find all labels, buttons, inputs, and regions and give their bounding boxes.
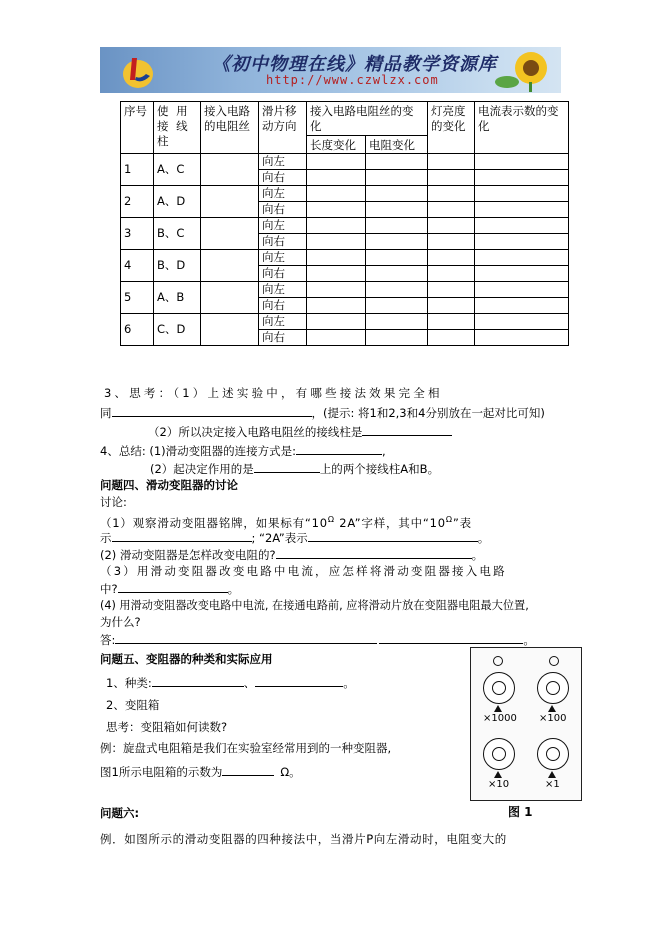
row-index: 3 bbox=[121, 218, 154, 250]
row-dir-right: 向右 bbox=[259, 202, 307, 218]
figure-caption: 图 1 bbox=[508, 805, 533, 819]
pointer-icon bbox=[494, 705, 502, 712]
section6-title: 问题六: bbox=[100, 806, 140, 820]
header-banner bbox=[100, 47, 561, 93]
s4-p3-line2: 中? 。 bbox=[100, 582, 240, 596]
cell-blank bbox=[201, 282, 259, 314]
sunflower-icon bbox=[485, 48, 557, 92]
header-wire: 接入电路的电阻丝 bbox=[201, 102, 259, 154]
banner-url: http://www.czwlzx.com bbox=[266, 73, 439, 87]
row-dir-left: 向左 bbox=[259, 250, 307, 266]
answer-blank[interactable] bbox=[379, 631, 523, 644]
row-terminals: B、D bbox=[154, 250, 201, 282]
cell-blank bbox=[201, 186, 259, 218]
cell-blank bbox=[201, 218, 259, 250]
dial-tens-icon bbox=[483, 738, 515, 770]
header-length-change: 长度变化 bbox=[307, 136, 366, 154]
answer-blank[interactable] bbox=[118, 580, 228, 593]
header-current: 电流表示数的变化 bbox=[475, 102, 569, 154]
dial-hundreds-icon bbox=[537, 672, 569, 704]
pointer-icon bbox=[548, 705, 556, 712]
row-dir-left: 向左 bbox=[259, 186, 307, 202]
row-dir-right: 向右 bbox=[259, 170, 307, 186]
multiplier-label: ×1000 bbox=[483, 713, 517, 724]
section5-title: 问题五、变阻器的种类和实际应用 bbox=[100, 652, 273, 666]
s5-box: 2、变阻箱 bbox=[106, 698, 160, 712]
answer-blank[interactable] bbox=[112, 404, 312, 417]
row-dir-right: 向右 bbox=[259, 330, 307, 346]
header-brightness: 灯亮度的变化 bbox=[428, 102, 475, 154]
dial-ones-icon bbox=[537, 738, 569, 770]
row-index: 5 bbox=[121, 282, 154, 314]
header-resistance-change: 电阻变化 bbox=[366, 136, 428, 154]
row-terminals: A、D bbox=[154, 186, 201, 218]
s4-p1-line2: 示 ; “2A”表示 。 bbox=[100, 531, 490, 545]
row-index: 1 bbox=[121, 154, 154, 186]
answer-blank[interactable] bbox=[276, 546, 472, 559]
s4-p2: (2) 滑动变阻器是怎样改变电阻的? 。 bbox=[100, 548, 484, 562]
multiplier-label: ×100 bbox=[539, 713, 567, 724]
row-dir-right: 向右 bbox=[259, 298, 307, 314]
row-terminals: A、B bbox=[154, 282, 201, 314]
answer-blank[interactable] bbox=[362, 423, 452, 436]
cell-blank bbox=[201, 154, 259, 186]
answer-blank[interactable] bbox=[152, 674, 244, 687]
s5-think: 思考：变阻箱如何读数? bbox=[106, 720, 228, 734]
discussion-label: 讨论: bbox=[100, 495, 127, 509]
multiplier-label: ×1 bbox=[545, 779, 560, 790]
row-dir-right: 向右 bbox=[259, 266, 307, 282]
cell-blank bbox=[201, 250, 259, 282]
s5-types: 1、种类: 、 。 bbox=[106, 676, 355, 690]
answer-blank[interactable] bbox=[112, 529, 252, 542]
answer-blank[interactable] bbox=[222, 763, 274, 776]
row-dir-right: 向右 bbox=[259, 234, 307, 250]
row-index: 4 bbox=[121, 250, 154, 282]
section4-title: 问题四、滑动变阻器的讨论 bbox=[100, 478, 238, 492]
s4-p4-line1: (4) 用滑动变阻器改变电路中电流, 在接通电路前, 应将滑动片放在变阻器电阻最大位置, bbox=[100, 599, 529, 612]
row-terminals: A、C bbox=[154, 154, 201, 186]
s5-figure-reading: 图1所示电阻箱的示数为 Ω。 bbox=[100, 765, 301, 779]
row-dir-left: 向左 bbox=[259, 218, 307, 234]
row-index: 6 bbox=[121, 314, 154, 346]
row-terminals: C、D bbox=[154, 314, 201, 346]
row-terminals: B、C bbox=[154, 218, 201, 250]
row-index: 2 bbox=[121, 186, 154, 218]
experiment-table bbox=[120, 101, 569, 346]
s4-p4-line2: 为什么? bbox=[100, 615, 141, 629]
row-dir-left: 向左 bbox=[259, 314, 307, 330]
terminal-knob-icon bbox=[493, 656, 503, 666]
banner-title: 《初中物理在线》精品教学资源库 bbox=[212, 54, 497, 75]
answer-blank[interactable] bbox=[296, 442, 382, 455]
header-index: 序号 bbox=[121, 102, 154, 154]
dial-thousands-icon bbox=[483, 672, 515, 704]
site-logo-icon bbox=[120, 50, 156, 90]
header-change: 接入电路电阻丝的变化 bbox=[307, 102, 428, 136]
s4-answer: 答: 。 bbox=[100, 633, 535, 647]
row-dir-left: 向左 bbox=[259, 282, 307, 298]
s4-p3-line1: （3）用滑动变阻器改变电路中电流，应怎样将滑动变阻器接入电路 bbox=[100, 564, 507, 578]
cell-blank bbox=[201, 314, 259, 346]
s6-example: 例．如图所示的滑动变阻器的四种接法中，当滑片P向左滑动时，电阻变大的 bbox=[100, 832, 507, 846]
s4-p1-line1: （1）观察滑动变阻器铭牌，如果标有“$10^\Omega$ 2A”字样，其中“$10^\Omega$”表 bbox=[100, 515, 472, 530]
answer-blank[interactable] bbox=[308, 529, 478, 542]
q4-line2: (2）起决定作用的是 上的两个接线柱A和B。 bbox=[150, 462, 440, 476]
header-slider-direction: 滑片移动方向 bbox=[259, 102, 307, 154]
s5-example: 例：旋盘式电阻箱是我们在实验室经常用到的一种变阻器, bbox=[100, 741, 392, 755]
multiplier-label: ×10 bbox=[488, 779, 510, 790]
q3-line1: 3、思考：（1）上述实验中，有哪些接法效果完全相 bbox=[104, 386, 443, 400]
resistance-box-figure bbox=[470, 647, 582, 801]
answer-blank[interactable] bbox=[115, 631, 377, 644]
q4-line1: 4、总结: (1)滑动变阻器的连接方式是: , bbox=[100, 444, 386, 458]
pointer-icon bbox=[548, 771, 556, 778]
q3-line2: 同 ，(提示: 将1和2,3和4分别放在一起对比可知) bbox=[100, 406, 545, 420]
row-dir-left: 向左 bbox=[259, 154, 307, 170]
answer-blank[interactable] bbox=[254, 460, 320, 473]
answer-blank[interactable] bbox=[255, 674, 343, 687]
terminal-knob-icon bbox=[549, 656, 559, 666]
pointer-icon bbox=[494, 771, 502, 778]
q3-line3: （2）所以决定接入电路电阻丝的接线柱是 bbox=[148, 423, 452, 440]
header-terminals: 使 用 接 线 柱 bbox=[154, 102, 201, 154]
